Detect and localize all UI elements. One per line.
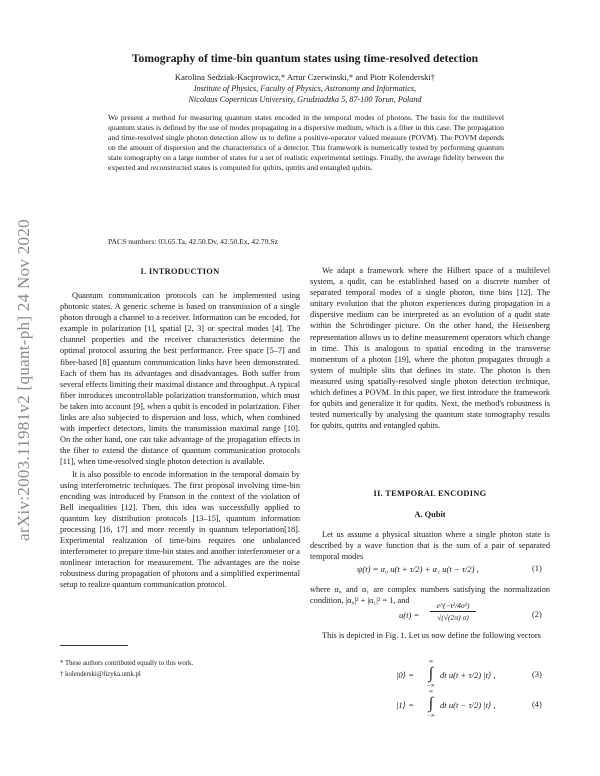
right-paragraph-4 (310, 630, 550, 641)
affiliation-line-2: Nicolaus Copernicus University, Grudziadzka 5, 87-100 Torun, Poland (188, 95, 422, 104)
right-paragraph-2 (310, 529, 550, 562)
integral-symbol: ∫ (428, 665, 434, 682)
footnote-email: † kolenderski@fizyka.umk.pl (60, 671, 141, 678)
integral-lower-limit: −∞ (427, 713, 435, 719)
footnote-equal-contribution: * These authors contributed equally to this work. (60, 660, 194, 667)
fraction-bar (430, 611, 476, 612)
integral-upper-limit: ∞ (428, 659, 434, 665)
vectors-paragraph: This is depicted in Fig. 1. Let us now define the following vectors (322, 631, 541, 640)
equation-2-denominator: √(√(2π) σ) (437, 613, 469, 622)
physical-situation-paragraph: Let us assume a physical situation where a single photon state is described by a wave function that is the sum of a pair of separated temporal modes (310, 530, 550, 562)
integral-lower-limit: −∞ (427, 683, 435, 689)
equation-1-number: (1) (532, 564, 542, 573)
integral-symbol: ∫ (428, 695, 434, 712)
equation-2-fraction (428, 601, 478, 622)
intro-paragraph-2: It is also possible to encode information in the temporal domain by using interferometric techniques. The first proposal involving time-bin encoding was introduced by Franson in the context of the violation of Bell inequalities [12]. Then, this idea was successfully applied to quantum key distribution protocols [13–15], quantum information processing [16, 17] and more recently in quantum teleportation[18]. Experimental realization of time-bins requires one unbalanced interferometer to prepare time-bin states and another interferometer or a nonlinear interaction for measurement. The advantages are the noise robustness during propagation of photons and a simplified experimental setup to realize quantum communication protocol. (60, 469, 300, 590)
equation-3-lhs: |0⟩ = (396, 670, 414, 680)
section-1-heading: I. INTRODUCTION (140, 267, 220, 276)
normalization-paragraph: where α₀ and α₁ are complex numbers satisfying the normalization condition, |α₀|² + |α₁|² = 1, and (310, 585, 550, 606)
equation-3-rhs: dt u(t + τ/2) |t⟩ , (440, 670, 496, 680)
equation-4-rhs: dt u(t − τ/2) |t⟩ , (440, 700, 496, 710)
integral-upper-limit: ∞ (428, 689, 434, 695)
right-paragraph-1 (310, 265, 550, 431)
equation-2-numerator: e^(−t²/4σ²) (436, 601, 470, 610)
intro-paragraph-1: Quantum communication protocols can be implemented using photonic states. A generic scheme is based on transmission of a single photon through a channel to a receiver. Information can be encoded, for example in polarization [1], spatial [2, 3] or spectral modes [4]. The channel properties and the receiver characteristics determine the optimal protocol assuring the best performance. Free space [5–7] and fiber-based [8] quantum communication links have been demonstrated. Each of them has its advantages and disadvantages. Both suffer from several effects limiting their maximal distance and throughput. A typical fiber introduces uncontrollable polarization transformation, which must be taken into account [9], when a qubit is encoded in polarization. Fiber links are also subjected to dispersion and loss, which, when combined with imperfect detectors, limits the transmission maximal range [10]. On the other hand, one can take advantage of the propagation effects in the fiber to extend the distance of quantum communication protocols [11], when time-resolved single photon detection is available. (60, 291, 300, 467)
framework-paragraph: We adapt a framework where the Hilbert space of a multilevel system, a qudit, can be established based on a discrete number of separated temporal modes of a single photon, time bins [12]. The unitary evolution that the photon experiences during propagation in a dispersive medium can be interpreted as an evolution of a qudit state within the Schrödinger picture. On the other hand, the Heisenberg representation allows us to define measurement operators which change in time. This is analogous to spatial encoding in the transverse momentum of a photon [19], where the photon propagates through a system of multiple slits that defines its state. The photon is then measured using spatially-resolved single photon detection technique, which defines a POVM. In this paper, we first introduce the framework for qubits and generalize it for qudits. Next, the method's robustness is tested numerically by analysing the quantum state tomography results for qubits, qutrits and entangled qubits. (310, 266, 550, 431)
pacs-numbers: PACS numbers: 03.65.Ta, 42.50.Dv, 42.50.Ex, 42.79.Sz (108, 237, 278, 246)
integral-sign-4 (424, 689, 438, 719)
arxiv-stamp (4, 160, 44, 600)
subsection-qubit-heading: A. Qubit (414, 510, 446, 519)
equation-1: ψ(t) = α₀ u(t + τ/2) + α₁ u(t − τ/2) , (357, 564, 479, 574)
arxiv-id: arXiv:2003.11981v2 [quant-ph] 24 Nov 2020 (14, 219, 34, 541)
section-2-heading: II. TEMPORAL ENCODING (373, 489, 487, 498)
footnote-rule (60, 645, 128, 646)
integral-sign-3 (424, 659, 438, 689)
affiliation-line-1: Institute of Physics, Faculty of Physics, Astronomy and Informatics, (193, 84, 417, 93)
equation-3-number: (3) (532, 670, 542, 679)
equation-4-lhs: |1⟩ = (396, 700, 414, 710)
author-list: Karolina Sedziak-Kacprowicz,* Artur Czerwinski,* and Piotr Kolenderski† (174, 72, 436, 82)
abstract: We present a method for measuring quantum states encoded in the temporal modes of photons. The basis for the multilevel quantum states is defined by the use of modes propagating in a dispersive medium, which is a fiber in this case. The propagation and time-resolved single photon detection allow us to define a positive-operator valued measure (POVM). The POVM depends on the amount of dispersion and the characteristics of a detector. This framework is numerically tested by performing quantum state tomography on a large number of states for a set of realistic experimental settings. Finally, the average fidelity between the expected and reconstructed states is computed for qubits, qutrits and entangled qubits. (108, 113, 504, 173)
equation-2-number: (2) (532, 610, 542, 619)
left-column (60, 290, 300, 591)
equation-2-lhs: u(t) = (399, 610, 420, 620)
equation-4-number: (4) (532, 700, 542, 709)
paper-title: Tomography of time-bin quantum states using time-resolved detection (131, 52, 479, 65)
